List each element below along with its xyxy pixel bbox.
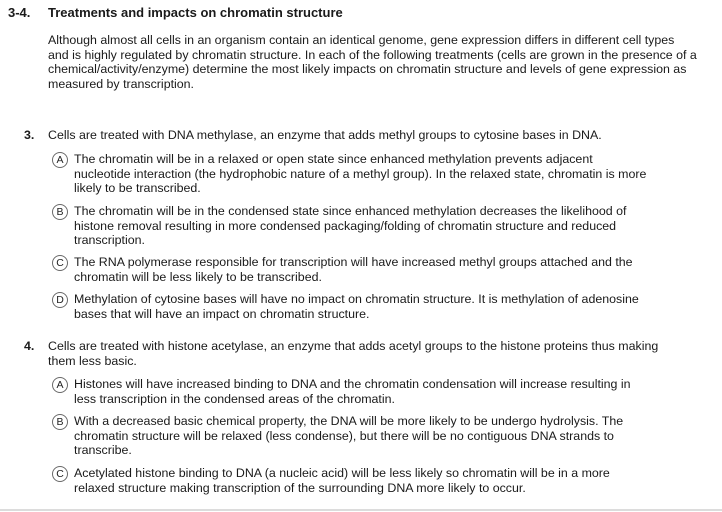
section-number: 3-4. xyxy=(8,5,31,20)
question-4 xyxy=(24,339,664,368)
option-letter-badge: D xyxy=(52,292,68,308)
q3-option-b[interactable] xyxy=(52,204,652,248)
question-number: 3. xyxy=(24,128,35,142)
option-letter-badge: B xyxy=(52,414,68,430)
option-letter-badge: B xyxy=(52,204,68,220)
option-letter-badge: C xyxy=(52,255,68,271)
question-text: Cells are treated with DNA methylase, an enzyme that adds methyl groups to cytosine bases in DNA. xyxy=(48,128,602,142)
question-3 xyxy=(24,128,664,143)
option-text: The chromatin will be in the condensed state since enhanced methylation decreases the likelihood of histone removal resulting in more condensed packaging/folding of chromatin structure and reduced transcription. xyxy=(74,204,627,248)
q3-option-a[interactable] xyxy=(52,152,652,196)
option-text: Acetylated histone binding to DNA (a nucleic acid) will be less likely so chromatin will be in a more relaxed structure making transcription of the surrounding DNA more likely to occur. xyxy=(74,466,610,495)
section-header xyxy=(8,5,343,20)
option-text: With a decreased basic chemical property, the DNA will be more likely to be undergo hydrolysis. The chromatin structure will be relaxed (less condense), but there will be no contiguous DNA strands to transcribe. xyxy=(74,414,624,458)
option-letter-badge: A xyxy=(52,152,68,168)
bottom-divider xyxy=(0,509,722,511)
section-title: Treatments and impacts on chromatin structure xyxy=(48,5,343,20)
option-text: Histones will have increased binding to DNA and the chromatin condensation will increase resulting in less transcription in the condensed areas of the chromatin. xyxy=(74,377,631,406)
q4-option-c[interactable] xyxy=(52,466,652,495)
intro-paragraph: Although almost all cells in an organism contain an identical genome, gene expression differs in different cell types and is highly regulated by chromatin structure. In each of the following treatments (cells are grown in the presence of a chemical/activity/enzyme) determine the most likely impacts on chromatin structure and levels of gene expression as measured by transcription. xyxy=(48,33,697,91)
option-text: The RNA polymerase responsible for transcription will have increased methyl groups attached and the chromatin will be less likely to be transcribed. xyxy=(74,255,633,284)
q3-option-d[interactable] xyxy=(52,292,652,321)
option-text: The chromatin will be in a relaxed or open state since enhanced methylation prevents adjacent nucleotide interaction (the hydrophobic nature of a methyl group). In the relaxed state, chromatin is more likely to be transcribed. xyxy=(74,152,647,196)
option-letter-badge: A xyxy=(52,377,68,393)
question-number: 4. xyxy=(24,339,35,353)
q4-option-b[interactable] xyxy=(52,414,652,458)
option-text: Methylation of cytosine bases will have no impact on chromatin structure. It is methylation of adenosine bases that will have an impact on chromatin structure. xyxy=(74,292,639,321)
q3-option-c[interactable] xyxy=(52,255,652,284)
question-text: Cells are treated with histone acetylase, an enzyme that adds acetyl groups to the histone proteins thus making them less basic. xyxy=(48,339,659,368)
option-letter-badge: C xyxy=(52,466,68,482)
q4-option-a[interactable] xyxy=(52,377,652,406)
